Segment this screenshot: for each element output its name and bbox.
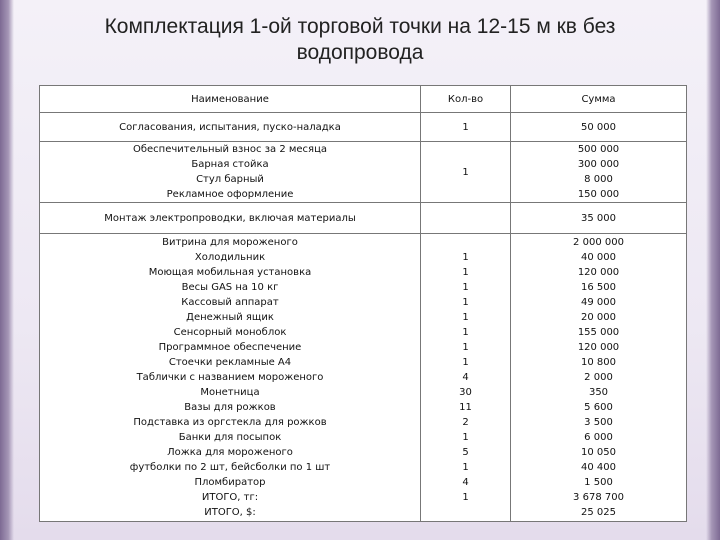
cell-names-bar <box>40 142 421 203</box>
item-qty: 4 <box>462 372 469 383</box>
item-sum: 20 000 <box>581 312 616 323</box>
item-sum: 3 500 <box>584 417 613 428</box>
cell-qty: 1 <box>421 113 511 142</box>
item-sum: 1 500 <box>584 477 613 488</box>
item-sum: 2 000 <box>584 372 613 383</box>
cell-name: Монтаж электропроводки, включая материалы <box>40 203 421 234</box>
item-name: Стул барный <box>196 174 264 185</box>
item-sum: 120 000 <box>577 342 620 353</box>
item-name: Барная стойка <box>191 159 269 170</box>
cell-qty <box>421 203 511 234</box>
cell-sum: 35 000 <box>511 203 687 234</box>
item-name: Сенсорный моноблок <box>173 327 287 338</box>
header-name: Наименование <box>40 86 421 113</box>
page-title <box>60 14 660 66</box>
header-qty: Кол-во <box>421 86 511 113</box>
item-name: Весы GAS на 10 кг <box>181 282 279 293</box>
item-name: футболки по 2 шт, бейсболки по 1 шт <box>129 462 331 473</box>
header-sum: Сумма <box>511 86 687 113</box>
cell-sums-bar <box>511 142 687 203</box>
item-name: Банки для посыпок <box>178 432 282 443</box>
item-sum: 300 000 <box>577 159 620 170</box>
table-header-row <box>40 86 687 113</box>
title-line-2: водопровода <box>296 41 424 64</box>
item-qty: 11 <box>459 402 472 413</box>
item-sum: 500 000 <box>577 144 620 155</box>
item-sum: 6 000 <box>584 432 613 443</box>
item-qty: 1 <box>462 297 469 308</box>
item-sum: 5 600 <box>584 402 613 413</box>
table-row <box>40 234 687 522</box>
table-row <box>40 203 687 234</box>
item-sum: 120 000 <box>577 267 620 278</box>
item-name: Кассовый аппарат <box>181 297 279 308</box>
item-sum: 2 000 000 <box>573 237 624 248</box>
item-name: Рекламное оформление <box>166 189 294 200</box>
item-name: Обеспечительный взнос за 2 месяца <box>132 144 327 155</box>
item-name: Стоечки рекламные А4 <box>168 357 292 368</box>
cell-sums-equipment <box>511 234 687 522</box>
item-name: Холодильник <box>194 252 266 263</box>
item-qty: 1 <box>462 432 469 443</box>
item-sum: 10 050 <box>581 447 616 458</box>
item-qty: 30 <box>459 387 472 398</box>
item-sum: 150 000 <box>577 189 620 200</box>
item-qty: 5 <box>462 447 469 458</box>
equipment-table <box>39 85 687 522</box>
item-name: Моющая мобильная установка <box>148 267 312 278</box>
item-name: Витрина для мороженого <box>162 237 298 248</box>
item-name: Подставка из оргстекла для рожков <box>133 417 327 428</box>
item-sum: 40 400 <box>581 462 616 473</box>
item-sum: 155 000 <box>577 327 620 338</box>
table-row <box>40 142 687 203</box>
item-qty: 1 <box>462 492 469 503</box>
item-qty: 1 <box>462 252 469 263</box>
item-qty: 4 <box>462 477 469 488</box>
cell-qty: 1 <box>421 142 511 203</box>
item-sum: 10 800 <box>581 357 616 368</box>
item-name: Вазы для рожков <box>184 402 276 413</box>
cell-sum: 50 000 <box>511 113 687 142</box>
cell-name: Согласования, испытания, пуско-наладка <box>40 113 421 142</box>
item-sum: 16 500 <box>581 282 616 293</box>
cell-names-equipment <box>40 234 421 522</box>
item-name: ИТОГО, $: <box>204 507 256 518</box>
item-qty: 1 <box>462 327 469 338</box>
item-qty: 1 <box>462 342 469 353</box>
item-name: Таблички с названием мороженого <box>136 372 324 383</box>
item-name: Монетница <box>200 387 260 398</box>
item-qty: 1 <box>462 312 469 323</box>
left-frame-decoration <box>0 0 14 540</box>
item-sum: 40 000 <box>581 252 616 263</box>
item-qty: 1 <box>462 357 469 368</box>
title-line-1: Комплектация 1-ой торговой точки на 12-15 м кв без <box>104 15 616 38</box>
item-qty: 1 <box>462 462 469 473</box>
right-frame-decoration <box>706 0 720 540</box>
item-qty: 1 <box>462 282 469 293</box>
item-sum: 49 000 <box>581 297 616 308</box>
item-sum: 3 678 700 <box>573 492 624 503</box>
item-name: Программное обеспечение <box>158 342 302 353</box>
item-sum: 8 000 <box>584 174 613 185</box>
item-sum: 350 <box>588 387 609 398</box>
item-qty: 1 <box>462 267 469 278</box>
item-name: Пломбиратор <box>194 477 266 488</box>
table-row <box>40 113 687 142</box>
item-name: Денежный ящик <box>186 312 274 323</box>
item-name: ИТОГО, тг: <box>201 492 259 503</box>
item-name: Ложка для мороженого <box>167 447 293 458</box>
cell-qtys-equipment <box>421 234 511 522</box>
item-qty: 2 <box>462 417 469 428</box>
item-sum: 25 025 <box>581 507 616 518</box>
